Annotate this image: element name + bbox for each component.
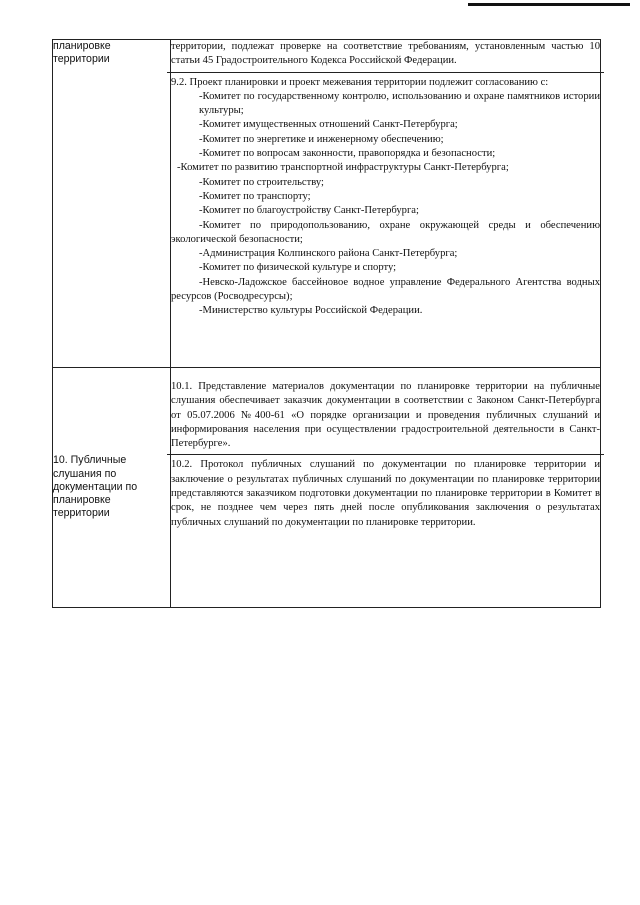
row-label-cell [53,40,171,368]
list-item: -Комитет по развитию транспортной инфраструктуры Санкт-Петербурга; [177,162,509,174]
list-item: -Комитет имущественных отношений Санкт-Петербурга; [199,119,458,131]
document-table [52,39,601,608]
row-label: планировке территории [53,40,111,66]
table-row [53,368,601,608]
list-item: -Комитет по энергетике и инженерному обеспечению; [199,133,444,145]
list-item: -Комитет по государственному контролю, использованию и охране памятников истории культуры; [199,90,600,117]
row-label-cell [53,368,171,608]
row-content-cell [171,368,601,608]
row-content-cell [171,40,601,368]
list-item: -Комитет по строительству; [199,176,325,188]
paragraph-9-2: 9.2. Проект планировки и проект межевания территории подлежит согласованию с: [171,76,549,88]
top-edge-rule [468,3,630,6]
list-item: -Комитет по транспорту; [199,190,311,202]
paragraph-10-2: 10.2. Протокол публичных слушаний по документации по планировке территории и заключение о результатах публичных слушаний по документации по планировке территории представляются заказчиком подготовки документации по планировке территории в Комитет в срок, не позднее чем через пять дней после опубликования заключения о результатах публичных слушаний по документации по планировке территории. [171,459,600,528]
list-item: -Министерство культуры Российской Федерации. [199,305,423,317]
list-item: -Комитет по природопользованию, охране окружающей среды и обеспечению экологической безопасности; [171,219,600,245]
paragraph-10-1: 10.1. Представление материалов документации по планировке территории на публичные слушания обеспечивает заказчик документации в соответствии с Законом Санкт-Петербурга от 05.07.2006 №400-61 «О порядке организации и проведения публичных слушаний и информирования населения при осуществлении градостроительной деятельности в Санкт-Петербурге». [171,381,600,450]
list-item: -Невско-Ладожское бассейновое водное управление Федерального Агентства водных ресурсов (Росводресурсы); [171,276,600,303]
list-item: -Комитет по благоустройству Санкт-Петербурга; [199,205,419,217]
list-item: -Администрация Колпинского района Санкт-Петербурга; [199,248,458,260]
paragraph-continuation: территории, подлежат проверке на соответствие требованиям, установленным частью 10 статьи 45 Градостроительного Кодекса Российской Федерации. [171,41,600,67]
inner-divider [167,454,604,455]
list-item: -Комитет по вопросам законности, правопорядка и безопасности; [199,148,496,160]
table-row [53,40,601,368]
list-item: -Комитет по физической культуре и спорту; [199,262,397,274]
inner-divider [167,72,604,73]
row-label: 10. Публичные слушания по документации по планировке территории [53,454,138,520]
